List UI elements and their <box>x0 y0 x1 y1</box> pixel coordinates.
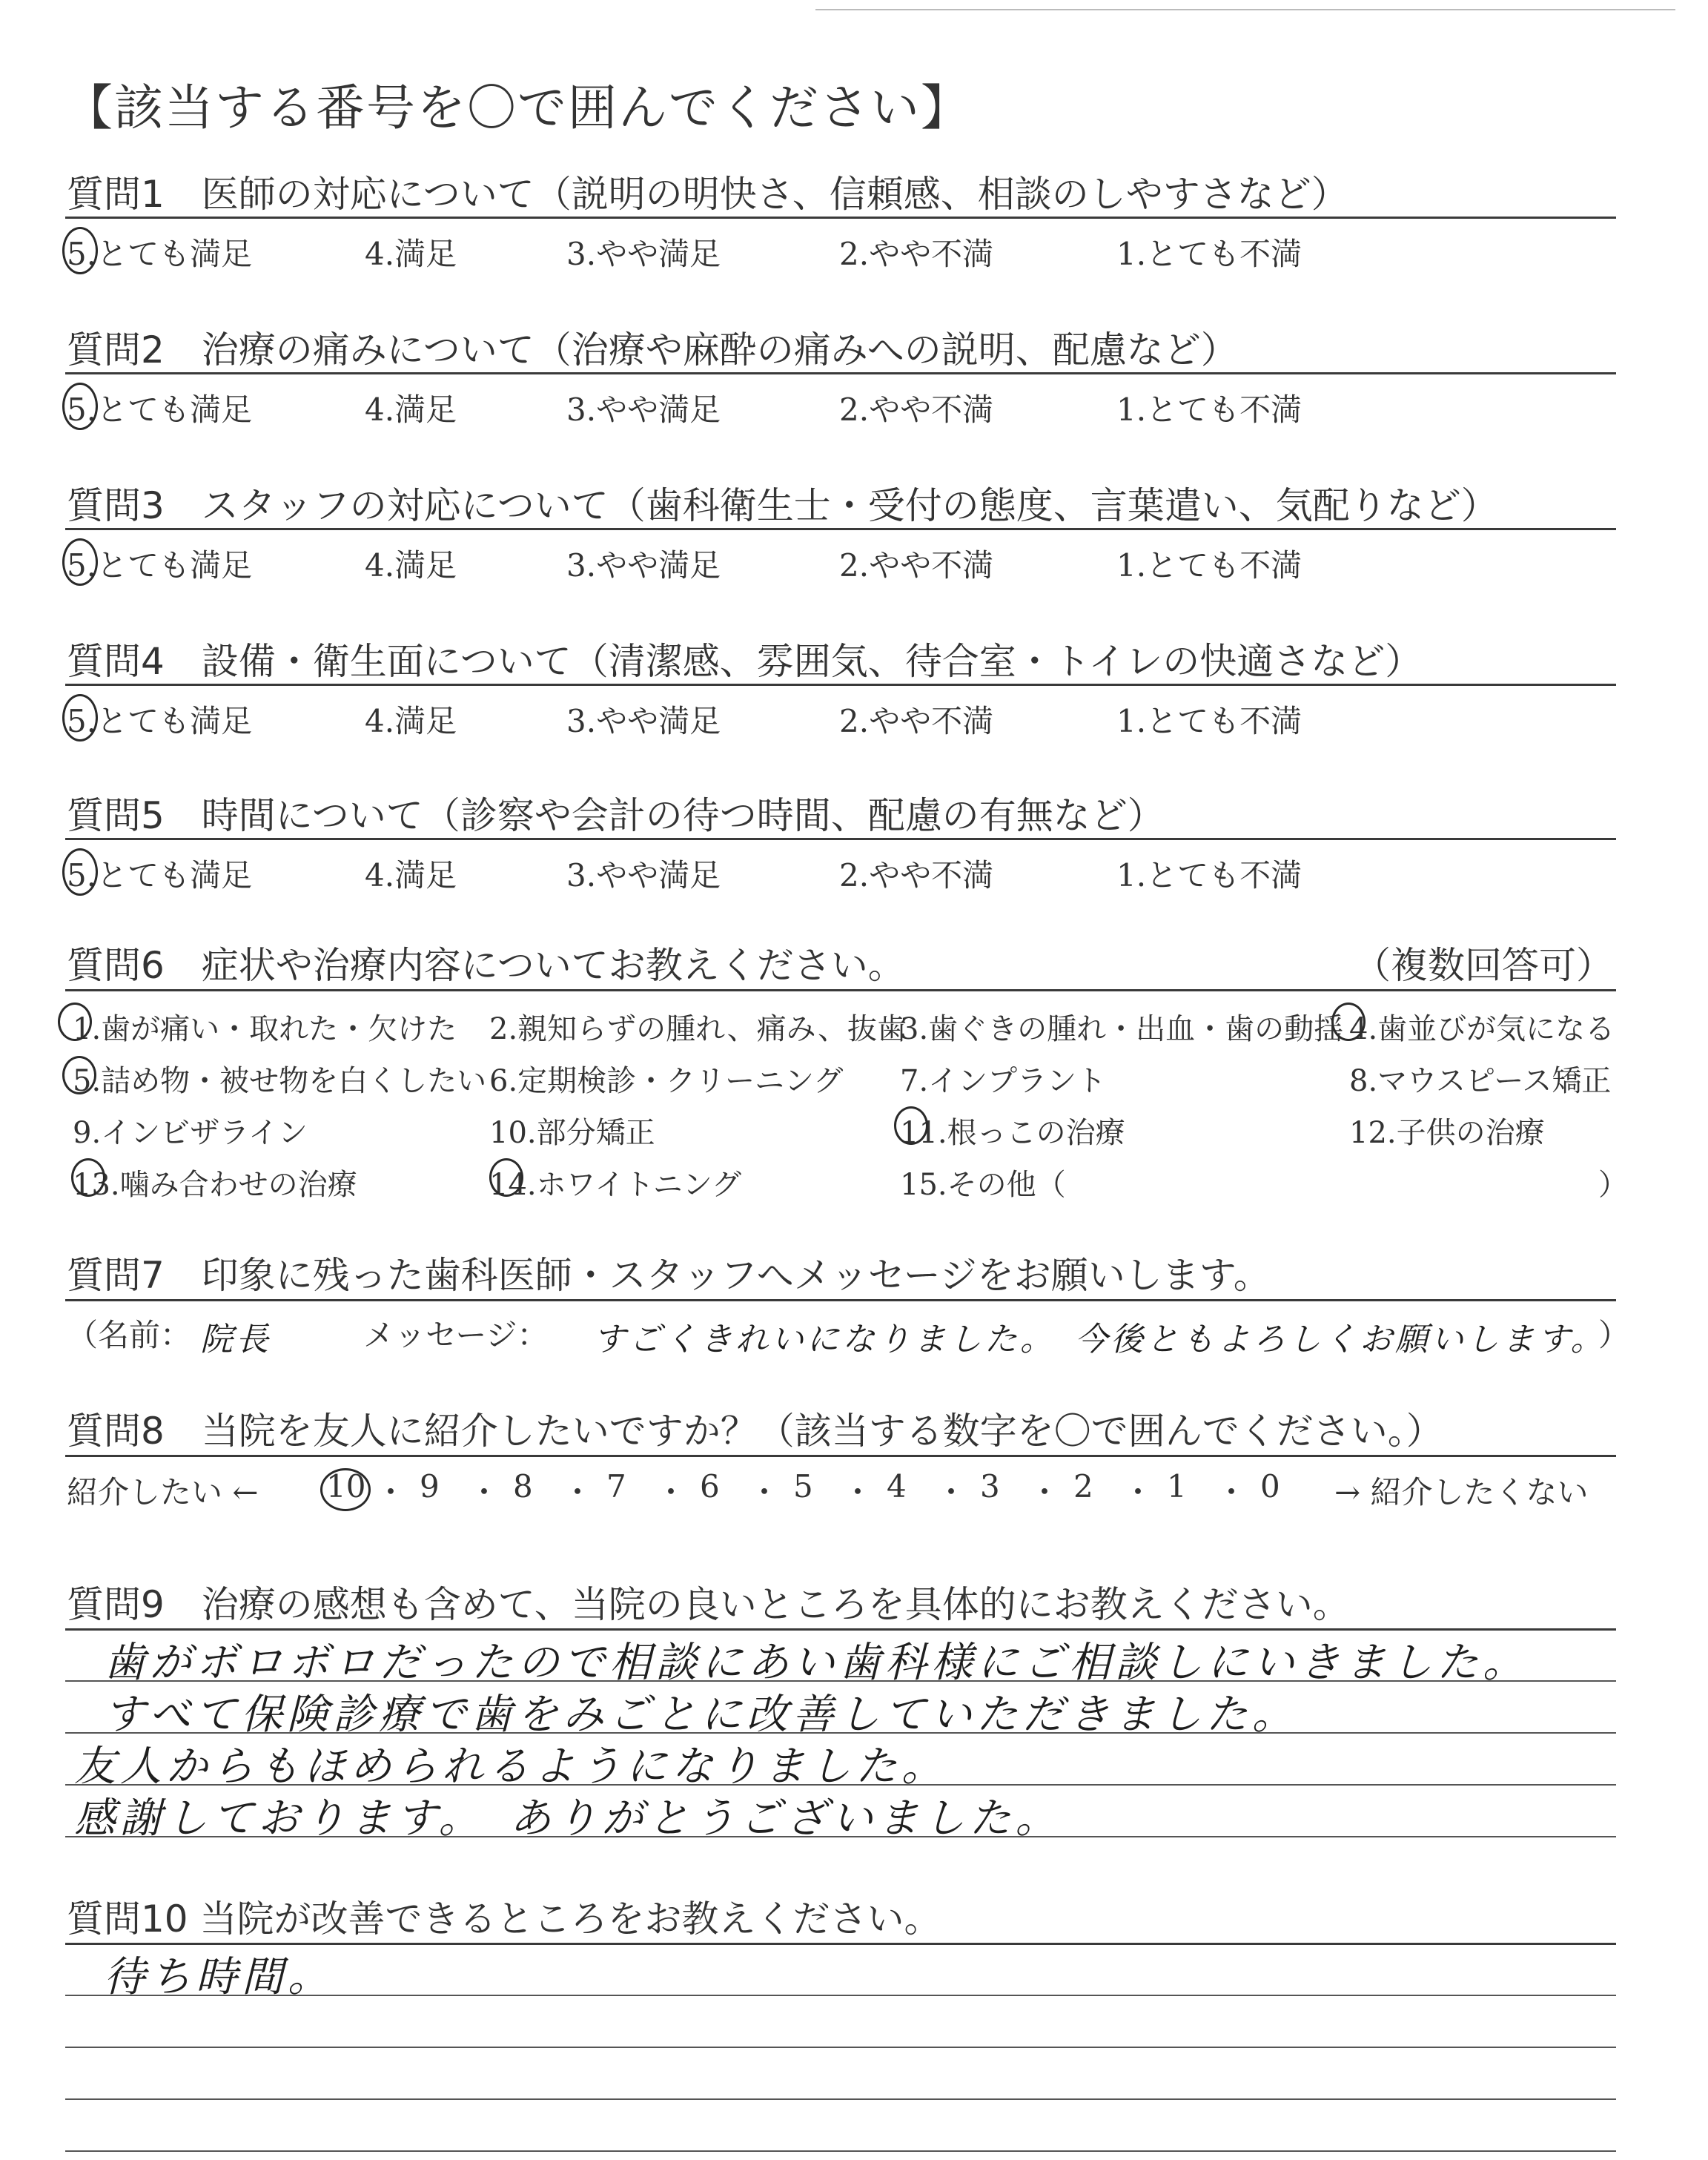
q8-scale-dot: ・ <box>1216 1474 1248 1510</box>
q2-selection-circle <box>62 383 98 430</box>
q6-option[interactable]: 1.歯が痛い・取れた・欠けた <box>73 1012 457 1046</box>
q8-scale-dot: ・ <box>562 1474 594 1510</box>
q5-option-5[interactable]: 5.とても満足 <box>67 857 253 894</box>
q6-label: 質問6 症状や治療内容についてお教えください。 <box>67 944 905 987</box>
q5-label: 質問5 時間について（診察や会計の待つ時間、配慮の有無など） <box>67 794 1165 837</box>
q8-scale-dot: ・ <box>1029 1474 1061 1510</box>
q6-option[interactable]: 3.歯ぐきの腫れ・出血・歯の動揺 <box>900 1012 1344 1046</box>
q2-option-2[interactable]: 2.やや不満 <box>839 392 994 428</box>
q7-name-label: （名前： <box>67 1317 192 1353</box>
q2-option-1[interactable]: 1.とても不満 <box>1116 392 1302 428</box>
q3-option-1[interactable]: 1.とても不満 <box>1116 547 1302 584</box>
q6-option[interactable]: 7.インプラント <box>900 1064 1107 1098</box>
q7-message-value[interactable]: すごくきれいになりました。 今後ともよろしくお願いします。 <box>593 1321 1606 1358</box>
q8-scale-dot: ・ <box>749 1474 781 1510</box>
q5-option-2[interactable]: 2.やや不満 <box>839 857 994 894</box>
q1-rule <box>65 217 1616 219</box>
q3-option-2[interactable]: 2.やや不満 <box>839 547 994 584</box>
q6-option[interactable]: 12.子供の治療 <box>1349 1116 1545 1150</box>
q4-rule <box>65 684 1616 686</box>
q7-rule <box>65 1299 1616 1301</box>
q8-scale-dot: ・ <box>842 1474 874 1510</box>
q2-option-4[interactable]: 4.満足 <box>365 392 457 428</box>
q3-selection-circle <box>62 538 98 586</box>
q10-line-rule <box>65 2047 1616 2048</box>
q3-rule <box>65 528 1616 530</box>
q8-right-label: → 紹介したくない <box>1334 1474 1589 1510</box>
q4-option-5[interactable]: 5.とても満足 <box>67 703 253 739</box>
q6-option[interactable]: 4.歯並びが気になる <box>1349 1012 1615 1046</box>
q7-label: 質問7 印象に残った歯科医師・スタッフへメッセージをお願いします。 <box>67 1254 1271 1297</box>
q3-option-3[interactable]: 3.やや満足 <box>566 547 721 584</box>
q6-selection-circle <box>894 1106 928 1145</box>
q4-option-1[interactable]: 1.とても不満 <box>1116 703 1302 739</box>
q5-option-1[interactable]: 1.とても不満 <box>1116 857 1302 894</box>
q5-option-3[interactable]: 3.やや満足 <box>566 857 721 894</box>
q1-option-1[interactable]: 1.とても不満 <box>1116 236 1302 272</box>
q6-selection-circle <box>62 1056 96 1094</box>
q2-option-5[interactable]: 5.とても満足 <box>67 392 253 428</box>
q10-line-rule <box>65 2098 1616 2100</box>
q9-answer-line[interactable]: 感謝しております。 ありがとうございました。 <box>74 1794 1062 1843</box>
q6-option[interactable]: 15.その他（ <box>900 1168 1066 1202</box>
q6-rule <box>65 989 1616 991</box>
scan-top-edge <box>815 9 1675 10</box>
q8-selection-circle <box>320 1468 371 1511</box>
q6-option[interactable]: 8.マウスピース矯正 <box>1349 1064 1612 1098</box>
page-title: 【該当する番号を〇で囲んでください】 <box>64 79 971 136</box>
q8-scale-value[interactable]: 10 <box>326 1468 366 1505</box>
q7-name-value[interactable]: 院長 <box>200 1321 271 1358</box>
q6-option[interactable]: 6.定期検診・クリーニング <box>489 1064 844 1098</box>
q2-label: 質問2 治療の痛みについて（治療や麻酔の痛みへの説明、配慮など） <box>67 328 1238 371</box>
q5-option-4[interactable]: 4.満足 <box>365 857 457 894</box>
q6-option[interactable]: 5.詰め物・被せ物を白くしたい <box>73 1064 487 1098</box>
q9-answer-line[interactable]: すべて保険診療で歯をみごとに改善していただきました。 <box>104 1691 1298 1739</box>
q8-scale-value[interactable]: 7 <box>606 1468 626 1505</box>
q8-scale-value[interactable]: 3 <box>980 1468 1000 1505</box>
q6-selection-circle <box>71 1158 105 1197</box>
q8-scale-dot: ・ <box>469 1474 500 1510</box>
q8-scale-value[interactable]: 0 <box>1260 1468 1280 1505</box>
q8-scale-dot: ・ <box>655 1474 687 1510</box>
q4-option-3[interactable]: 3.やや満足 <box>566 703 721 739</box>
q6-option[interactable]: 2.親知らずの腫れ、痛み、抜歯 <box>489 1012 907 1046</box>
q8-scale-value[interactable]: 6 <box>700 1468 720 1505</box>
q4-selection-circle <box>62 694 98 742</box>
q9-label: 質問9 治療の感想も含めて、当院の良いところを具体的にお教えください。 <box>67 1583 1350 1626</box>
q1-option-4[interactable]: 4.満足 <box>365 236 457 272</box>
q3-label: 質問3 スタッフの対応について（歯科衛生士・受付の態度、言葉遣い、気配りなど） <box>67 484 1498 527</box>
q1-selection-circle <box>62 227 98 274</box>
q6-option[interactable]: 11.根っこの治療 <box>900 1116 1125 1150</box>
q10-line-rule <box>65 2150 1616 2152</box>
q4-option-4[interactable]: 4.満足 <box>365 703 457 739</box>
q8-label: 質問8 当院を友人に紹介したいですか？（該当する数字を〇で囲んでください。） <box>67 1410 1443 1453</box>
q6-option[interactable]: 14.ホワイトニング <box>489 1168 742 1202</box>
q8-scale-value[interactable]: 2 <box>1073 1468 1093 1505</box>
q8-scale-dot: ・ <box>1122 1474 1154 1510</box>
q2-rule <box>65 372 1616 374</box>
q8-scale-value[interactable]: 1 <box>1167 1468 1187 1505</box>
q4-label: 質問4 設備・衛生面について（清潔感、雰囲気、待合室・トイレの快適さなど） <box>67 640 1423 683</box>
q6-note: （複数回答可） <box>1354 944 1613 987</box>
q8-scale-value[interactable]: 9 <box>420 1468 440 1505</box>
q6-selection-circle <box>58 1003 92 1041</box>
q10-answer-line[interactable]: 待ち時間。 <box>104 1953 334 2001</box>
q6-selection-circle <box>1331 1003 1366 1041</box>
q10-label: 質問10 当院が改善できるところをお教えください。 <box>67 1898 941 1941</box>
q9-answer-line[interactable]: 友人からもほめられるようになりました。 <box>74 1743 947 1791</box>
q1-option-5[interactable]: 5.とても満足 <box>67 236 253 272</box>
q5-selection-circle <box>62 848 98 896</box>
q8-left-label: 紹介したい ← <box>67 1474 259 1510</box>
q8-scale-value[interactable]: 5 <box>793 1468 813 1505</box>
q1-option-3[interactable]: 3.やや満足 <box>566 236 721 272</box>
q7-message-label: メッセージ： <box>363 1317 549 1353</box>
q6-option: ） <box>1598 1168 1628 1202</box>
q8-rule <box>65 1455 1616 1457</box>
q1-label: 質問1 医師の対応について（説明の明快さ、信頼感、相談のしやすさなど） <box>67 173 1348 216</box>
q8-scale-value[interactable]: 4 <box>887 1468 907 1505</box>
q6-option[interactable]: 9.インビザライン <box>73 1116 308 1150</box>
q3-option-5[interactable]: 5.とても満足 <box>67 547 253 584</box>
q1-option-2[interactable]: 2.やや不満 <box>839 236 994 272</box>
q3-option-4[interactable]: 4.満足 <box>365 547 457 584</box>
q6-option[interactable]: 13.噛み合わせの治療 <box>73 1168 357 1202</box>
q8-scale-dot: ・ <box>375 1474 407 1510</box>
q8-scale-dot: ・ <box>936 1474 967 1510</box>
q8-scale-value[interactable]: 8 <box>513 1468 533 1505</box>
q6-option[interactable]: 10.部分矯正 <box>489 1116 655 1150</box>
q2-option-3[interactable]: 3.やや満足 <box>566 392 721 428</box>
q6-selection-circle <box>489 1158 523 1197</box>
q9-answer-line[interactable]: 歯がボロボロだったので相談にあい歯科様にご相談しにいきました。 <box>104 1639 1529 1687</box>
q4-option-2[interactable]: 2.やや不満 <box>839 703 994 739</box>
q7-close: ） <box>1598 1317 1630 1353</box>
q5-rule <box>65 838 1616 840</box>
